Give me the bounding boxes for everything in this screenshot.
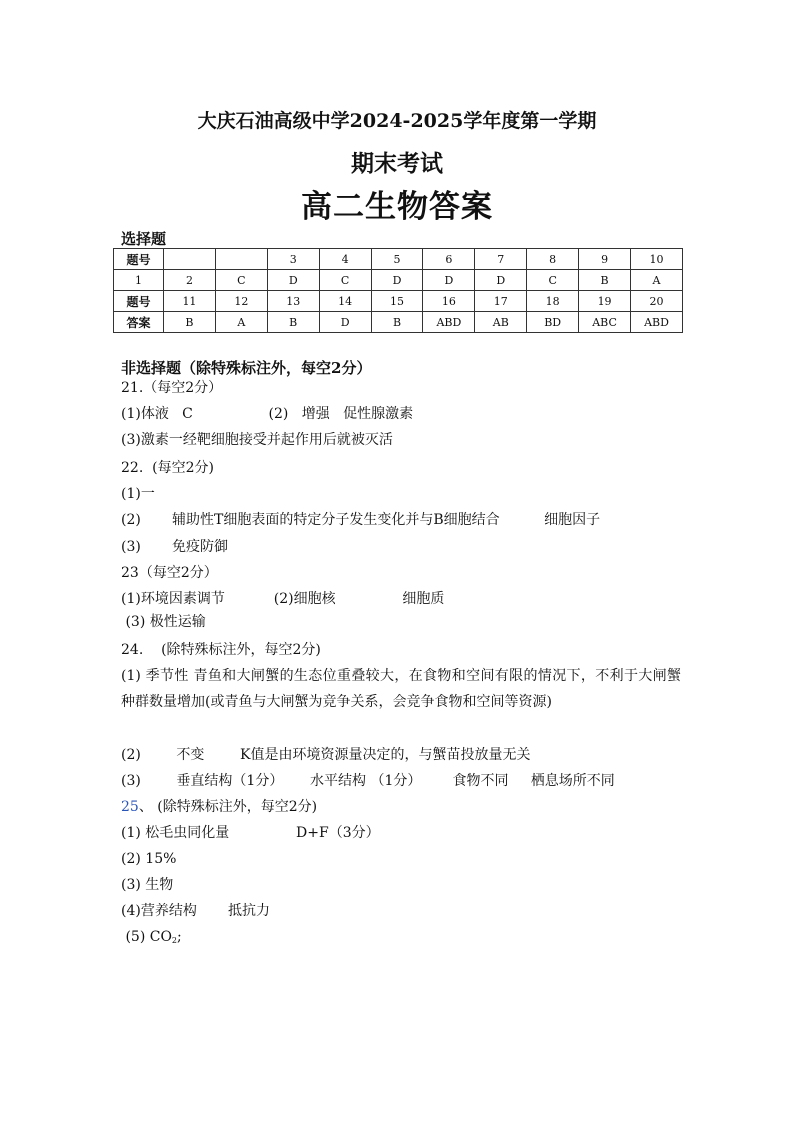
- q21-header: 21.（每空2分）: [121, 380, 223, 396]
- q24-line-3: (3) 垂直结构（1分） 水平结构 （1分） 食物不同 栖息场所不同: [121, 773, 615, 789]
- q23-line-2: (3) 极性运输: [121, 614, 206, 630]
- answer-table-cell: D: [475, 270, 527, 291]
- answer-table-cell: C: [319, 270, 371, 291]
- answer-table-cell: 19: [579, 291, 631, 312]
- answer-table-cell: 5: [371, 249, 423, 270]
- co2-subscript: 2: [171, 936, 178, 945]
- answer-table-cell: [164, 249, 216, 270]
- answer-table-row: [114, 249, 683, 270]
- answer-table-cell: 6: [423, 249, 475, 270]
- q25-line-2: (2) 15%: [121, 851, 177, 867]
- answer-table-cell: A: [631, 270, 683, 291]
- non-choice-section-title: 非选择题（除特殊标注外，每空2分）: [121, 359, 372, 377]
- answer-table-row: [114, 312, 683, 333]
- answer-table-cell: 17: [475, 291, 527, 312]
- choice-section-title: 选择题: [121, 230, 167, 248]
- answer-table-cell: A: [215, 312, 267, 333]
- q24-header: 24. (除特殊标注外，每空2分): [121, 642, 321, 658]
- answer-table-cell: 18: [527, 291, 579, 312]
- answer-table-cell: C: [215, 270, 267, 291]
- answer-table-cell: AB: [475, 312, 527, 333]
- answer-table-cell: BD: [527, 312, 579, 333]
- answer-table-cell: 3: [267, 249, 319, 270]
- answer-table-cell: 答案: [114, 312, 164, 333]
- q21-line-2: (3)激素一经靶细胞接受并起作用后就被灭活: [121, 432, 393, 448]
- q24-line-2: (2) 不变 K值是由环境资源量决定的，与蟹苗投放量无关: [121, 747, 531, 763]
- answer-table-cell: C: [527, 270, 579, 291]
- answer-table-cell: D: [423, 270, 475, 291]
- answer-table-cell: 题号: [114, 249, 164, 270]
- answer-table-row: [114, 270, 683, 291]
- answer-table-cell: 题号: [114, 291, 164, 312]
- q25-line-3: (3) 生物: [121, 877, 174, 893]
- q25-header: [121, 797, 317, 817]
- q22-line-1: (1)一: [121, 486, 155, 502]
- answer-table-cell: 8: [527, 249, 579, 270]
- answer-table-cell: 1: [114, 270, 164, 291]
- answer-table-cell: D: [371, 270, 423, 291]
- q22-header: 22. (每空2分): [121, 460, 214, 476]
- answer-table-cell: 2: [164, 270, 216, 291]
- answer-table-cell: B: [371, 312, 423, 333]
- answer-table-cell: 4: [319, 249, 371, 270]
- answer-table-cell: 15: [371, 291, 423, 312]
- exam-title: 期末考试: [351, 150, 443, 177]
- answer-table-cell: D: [267, 270, 319, 291]
- answer-table-cell: ABD: [631, 312, 683, 333]
- q25-header-note: 、 (除特殊标注外，每空2分): [138, 799, 318, 815]
- q25-line-5-punct: ;: [177, 929, 182, 945]
- answer-table-cell: B: [579, 270, 631, 291]
- answer-table-cell: B: [164, 312, 216, 333]
- answer-table-cell: 20: [631, 291, 683, 312]
- q22-line-3: (3) 免疫防御: [121, 539, 228, 555]
- answer-table-cell: 9: [579, 249, 631, 270]
- answer-table-cell: ABD: [423, 312, 475, 333]
- q21-line-1: (1)体液 C (2) 增强 促性腺激素: [121, 406, 414, 422]
- school-term-title: 大庆石油高级中学2024-2025学年度第一学期: [197, 110, 597, 132]
- q25-number: 25: [121, 799, 139, 815]
- subject-title: 高二生物答案: [301, 189, 493, 225]
- answer-table-cell: 13: [267, 291, 319, 312]
- answer-table-cell: B: [267, 312, 319, 333]
- choice-answer-table: [113, 248, 683, 333]
- q23-header: 23（每空2分）: [121, 565, 218, 581]
- answer-table-cell: 12: [215, 291, 267, 312]
- answer-table-cell: D: [319, 312, 371, 333]
- answer-table-cell: 16: [423, 291, 475, 312]
- answer-table-cell: ABC: [579, 312, 631, 333]
- answer-table-row: [114, 291, 683, 312]
- q25-line-4: (4)营养结构 抵抗力: [121, 903, 270, 919]
- answer-table-cell: 14: [319, 291, 371, 312]
- q25-line-5-text: (5) CO: [121, 929, 172, 945]
- q22-line-2: (2) 辅助性T细胞表面的特定分子发生变化并与B细胞结合 细胞因子: [121, 512, 601, 528]
- answer-table-cell: [215, 249, 267, 270]
- answer-table-cell: 10: [631, 249, 683, 270]
- q24-paragraph-1: (1) 季节性 青鱼和大闸蟹的生态位重叠较大，在食物和空间有限的情况下，不利于大闸蟹种群数量增加(或青鱼与大闸蟹为竞争关系，会竞争食物和空间等资源): [121, 668, 681, 710]
- q25-line-5: [121, 927, 182, 951]
- answer-table-cell: 11: [164, 291, 216, 312]
- q25-line-1: (1) 松毛虫同化量 D+F（3分）: [121, 825, 380, 841]
- answer-table-cell: 7: [475, 249, 527, 270]
- q23-line-1: (1)环境因素调节 (2)细胞核 细胞质: [121, 591, 445, 607]
